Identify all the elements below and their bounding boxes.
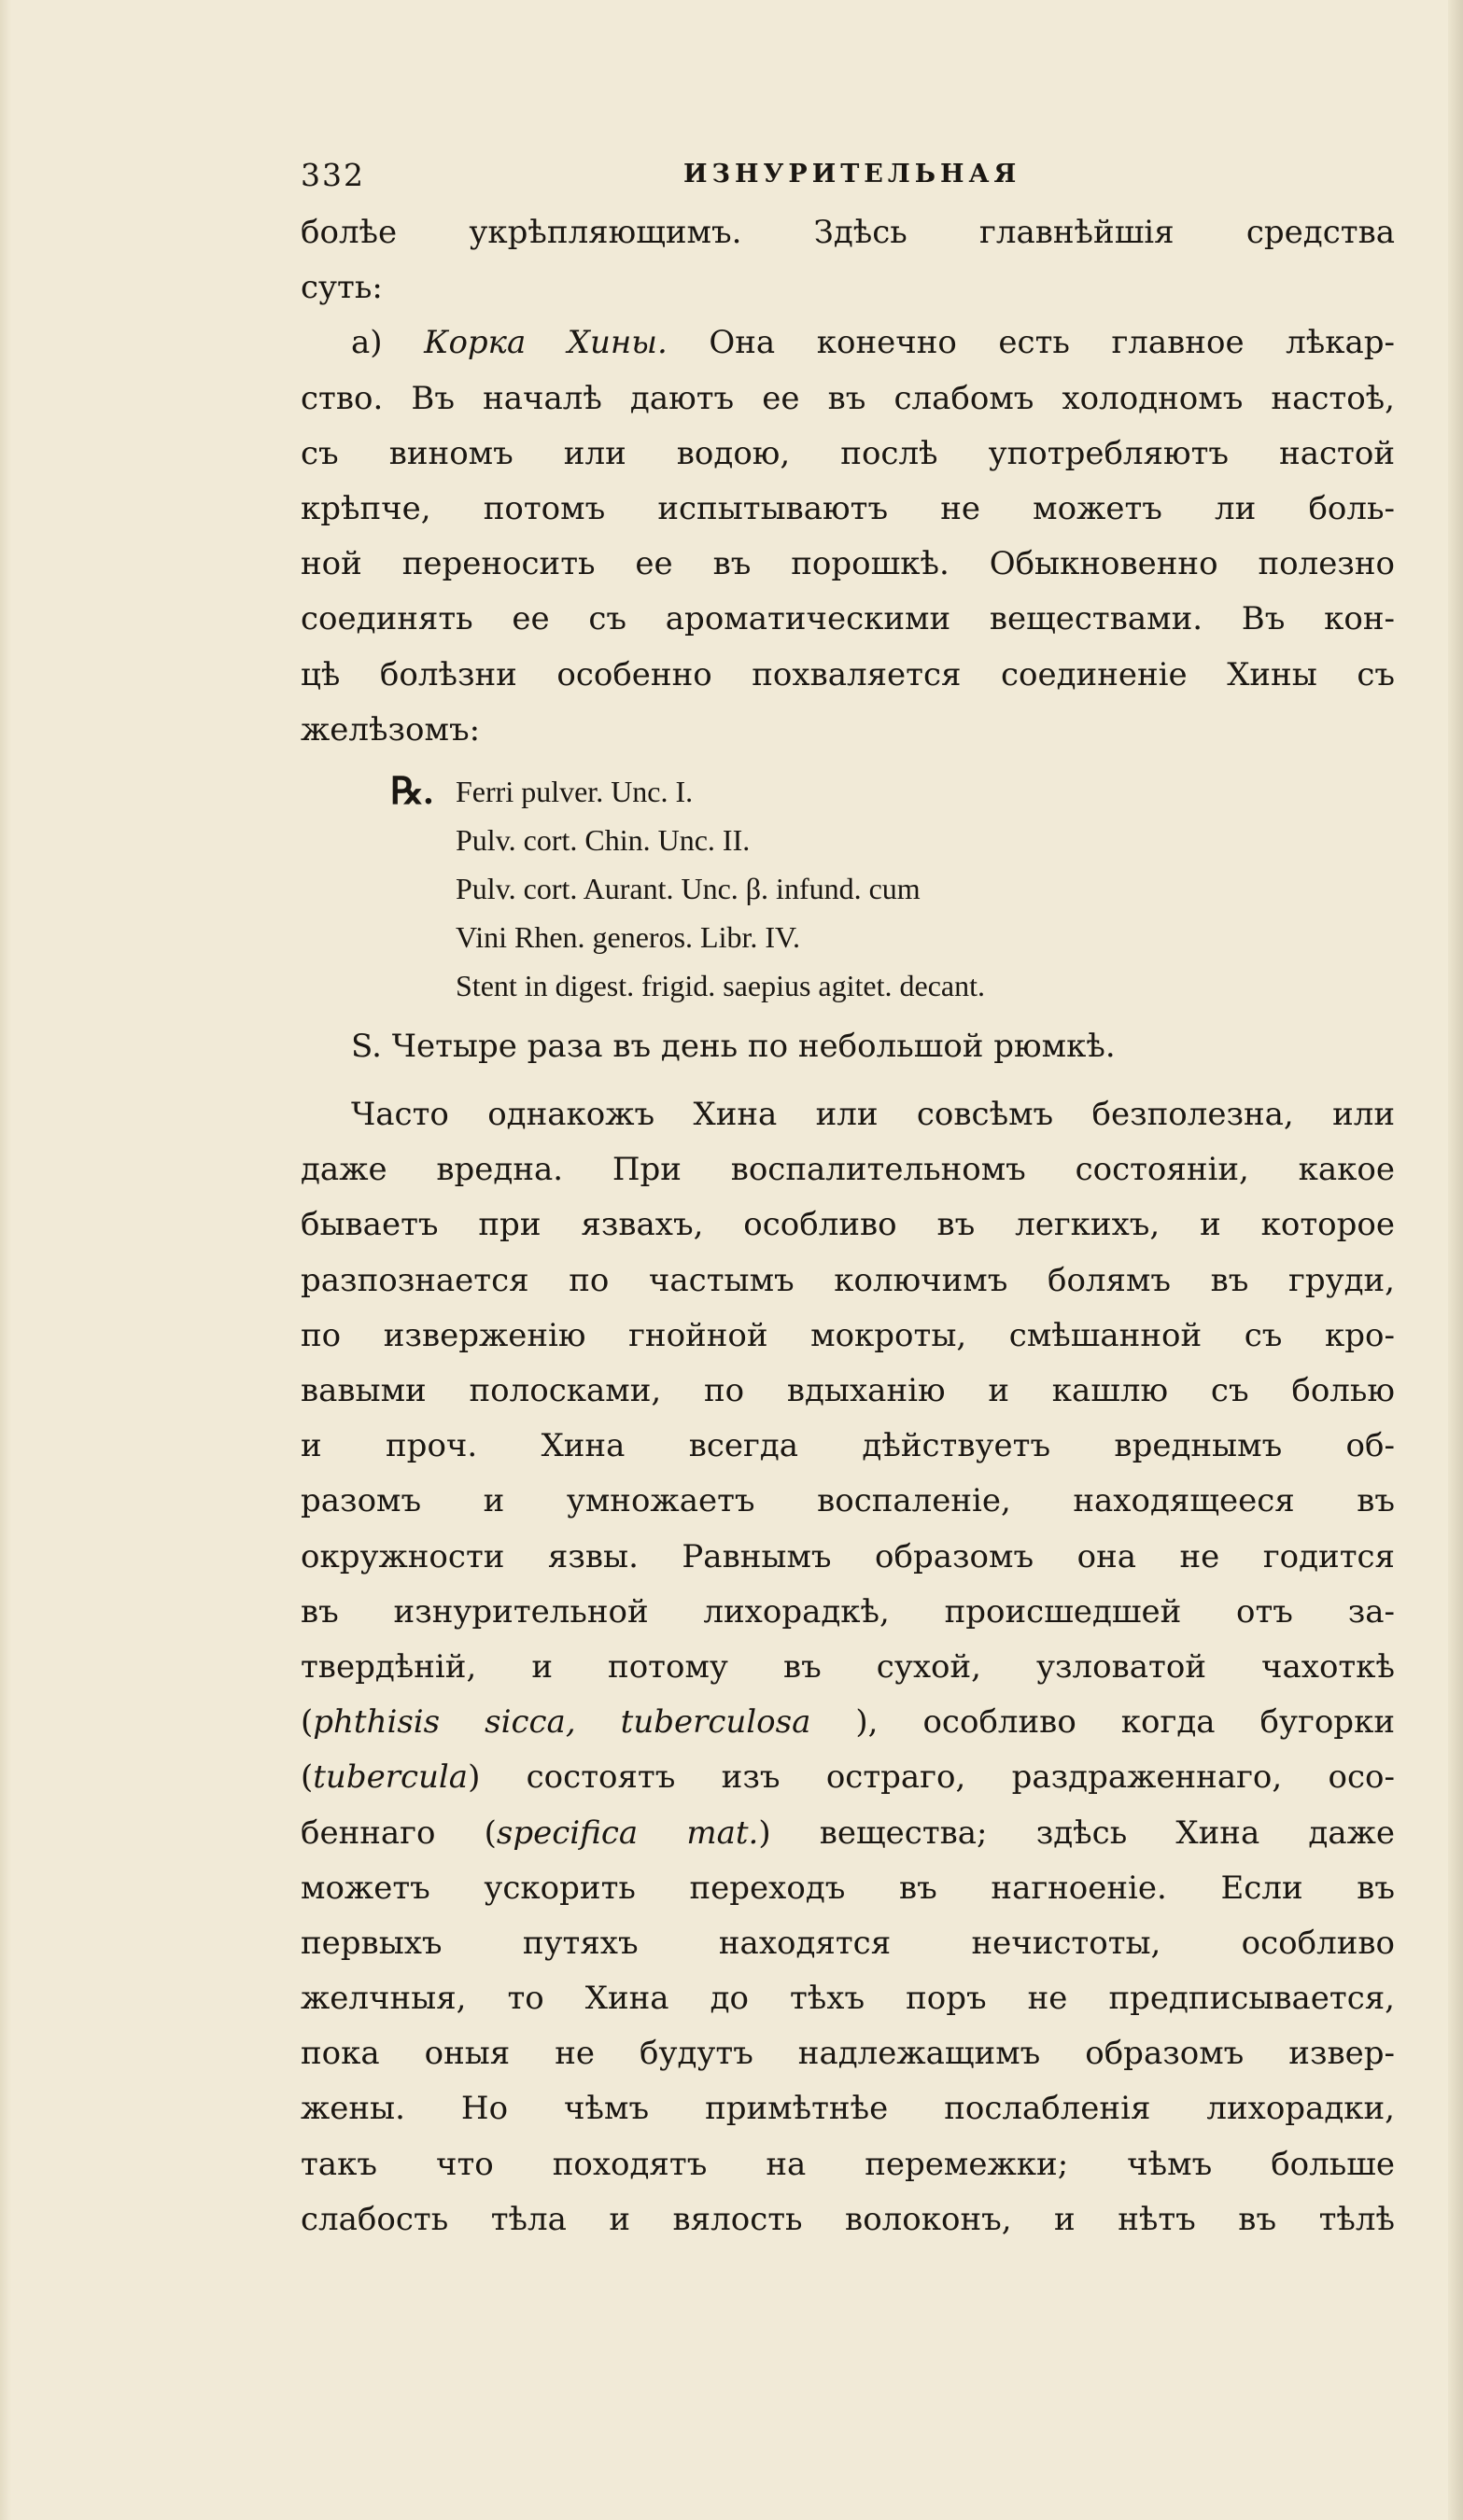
- prescription-line: Stent in digest. frigid. saepius agitet. decant.: [456, 968, 985, 1002]
- latin-term: specifica mat.: [496, 1813, 759, 1852]
- text-run: беннаго (: [301, 1813, 497, 1852]
- item-label: а): [351, 324, 383, 362]
- text-line: цѣ болѣзни особенно похваляется соединеніе Хины съ: [301, 655, 1395, 693]
- text-line: въ изнурительной лихорадкѣ, происшедшей отъ за-: [301, 1592, 1395, 1631]
- text-line: желчныя, то Хина до тѣхъ поръ не предписывается,: [301, 1980, 1395, 2018]
- latin-term: tubercula: [313, 1758, 469, 1797]
- prescription-line: Vini Rhen. generos. Libr. IV.: [456, 919, 800, 954]
- text-line: такъ что походятъ на перемежки; чѣмъ больше: [301, 2145, 1395, 2183]
- text-line: бываетъ при язвахъ, особливо въ легкихъ, и которое: [301, 1206, 1395, 1244]
- latin-term-line: [301, 1806, 1395, 1861]
- latin-term: phthisis sicca,: [313, 1703, 576, 1742]
- prescription-text: Ferri pulver. Unc. I.: [456, 774, 694, 808]
- running-title: ИЗНУРИТЕЛЬНАЯ: [683, 160, 1021, 189]
- text-line: пока оныя не будутъ надлежащимъ образомъ извер-: [301, 2035, 1395, 2073]
- text-line: соединять ее съ ароматическими веществами. Въ кон-: [301, 600, 1395, 638]
- text-line: разомъ и умножаетъ воспаленіе, находящееся въ: [301, 1482, 1395, 1520]
- latin-term-line: [301, 1695, 1395, 1750]
- text-line: разпознается по частымъ колючимъ болямъ въ груди,: [301, 1261, 1395, 1299]
- text-line: окружности язвы. Равнымъ образомъ она не годится: [301, 1537, 1395, 1575]
- text-line: даже вредна. При воспалительномъ состояніи, какое: [301, 1151, 1395, 1189]
- body-text: [301, 205, 1395, 2247]
- text-line: по изверженію гнойной мокроты, смѣшанной съ кро-: [301, 1316, 1395, 1354]
- text-line: крѣпче, потомъ испытываютъ не можетъ ли боль-: [301, 489, 1395, 527]
- page-edge-right: [1448, 0, 1463, 2520]
- prescription-line: Pulv. cort. Chin. Unc. II.: [456, 822, 751, 857]
- prescription-signa: S. Четыре раза въ день по небольшой рюмкѣ.: [351, 1027, 1116, 1065]
- paren-open: (: [301, 1758, 314, 1797]
- text-line: Часто однакожъ Хина или совсѣмъ безполезна, или: [351, 1096, 1395, 1134]
- latin-term-line: [301, 1750, 1395, 1805]
- recipe-symbol: ℞.: [390, 769, 433, 812]
- item-a-first-line: [301, 315, 1395, 371]
- prescription-line: [301, 767, 1395, 816]
- text-line: жены. Но чѣмъ примѣтнѣе послабленія лихорадки,: [301, 2090, 1395, 2128]
- text-line: съ виномъ или водою, послѣ употребляютъ настой: [301, 434, 1395, 472]
- text-line: слабость тѣла и вялость волоконъ, и нѣтъ въ тѣлѣ: [301, 2200, 1395, 2238]
- running-head: [301, 157, 1395, 205]
- prescription: [301, 767, 1395, 1010]
- text-line: первыхъ путяхъ находятся нечистоты, особливо: [301, 1924, 1395, 1962]
- text-run: ), особливо когда бугорки: [855, 1703, 1395, 1742]
- text-run: ) вещества; здѣсь Хина даже: [758, 1813, 1395, 1852]
- text-line: твердѣній, и потому въ сухой, узловатой чахоткѣ: [301, 1647, 1395, 1686]
- text-line: ство. Въ началѣ даютъ ее въ слабомъ холодномъ настоѣ,: [301, 379, 1395, 417]
- prescription-line: Pulv. cort. Aurant. Unc. β. infund. cum: [456, 871, 921, 905]
- text-line: желѣзомъ:: [301, 710, 481, 749]
- text-line: и проч. Хина всегда дѣйствуетъ вреднымъ об-: [301, 1427, 1395, 1465]
- page-edge-left: [0, 0, 11, 2520]
- item-term: Корка Хины.: [424, 324, 668, 362]
- text-line: суть:: [301, 269, 383, 307]
- latin-term: tuberculosa: [620, 1703, 811, 1742]
- text-line: можетъ ускорить переходъ въ нагноеніе. Если въ: [301, 1869, 1395, 1907]
- text-line: ной переносить ее въ порошкѣ. Обыкновенно полезно: [301, 545, 1395, 583]
- text-line: болѣе укрѣпляющимъ. Здѣсь главнѣйшія средства: [301, 214, 1395, 251]
- text-line: вавыми полосками, по вдыханію и кашлю съ болью: [301, 1372, 1395, 1409]
- page-number: 332: [301, 157, 365, 193]
- book-page: [301, 157, 1395, 2247]
- text-run: ) состоятъ изъ остраго, раздраженнаго, осо-: [468, 1758, 1395, 1797]
- item-text: Она конечно есть главное лѣкар-: [709, 324, 1395, 362]
- paren-open: (: [301, 1703, 314, 1742]
